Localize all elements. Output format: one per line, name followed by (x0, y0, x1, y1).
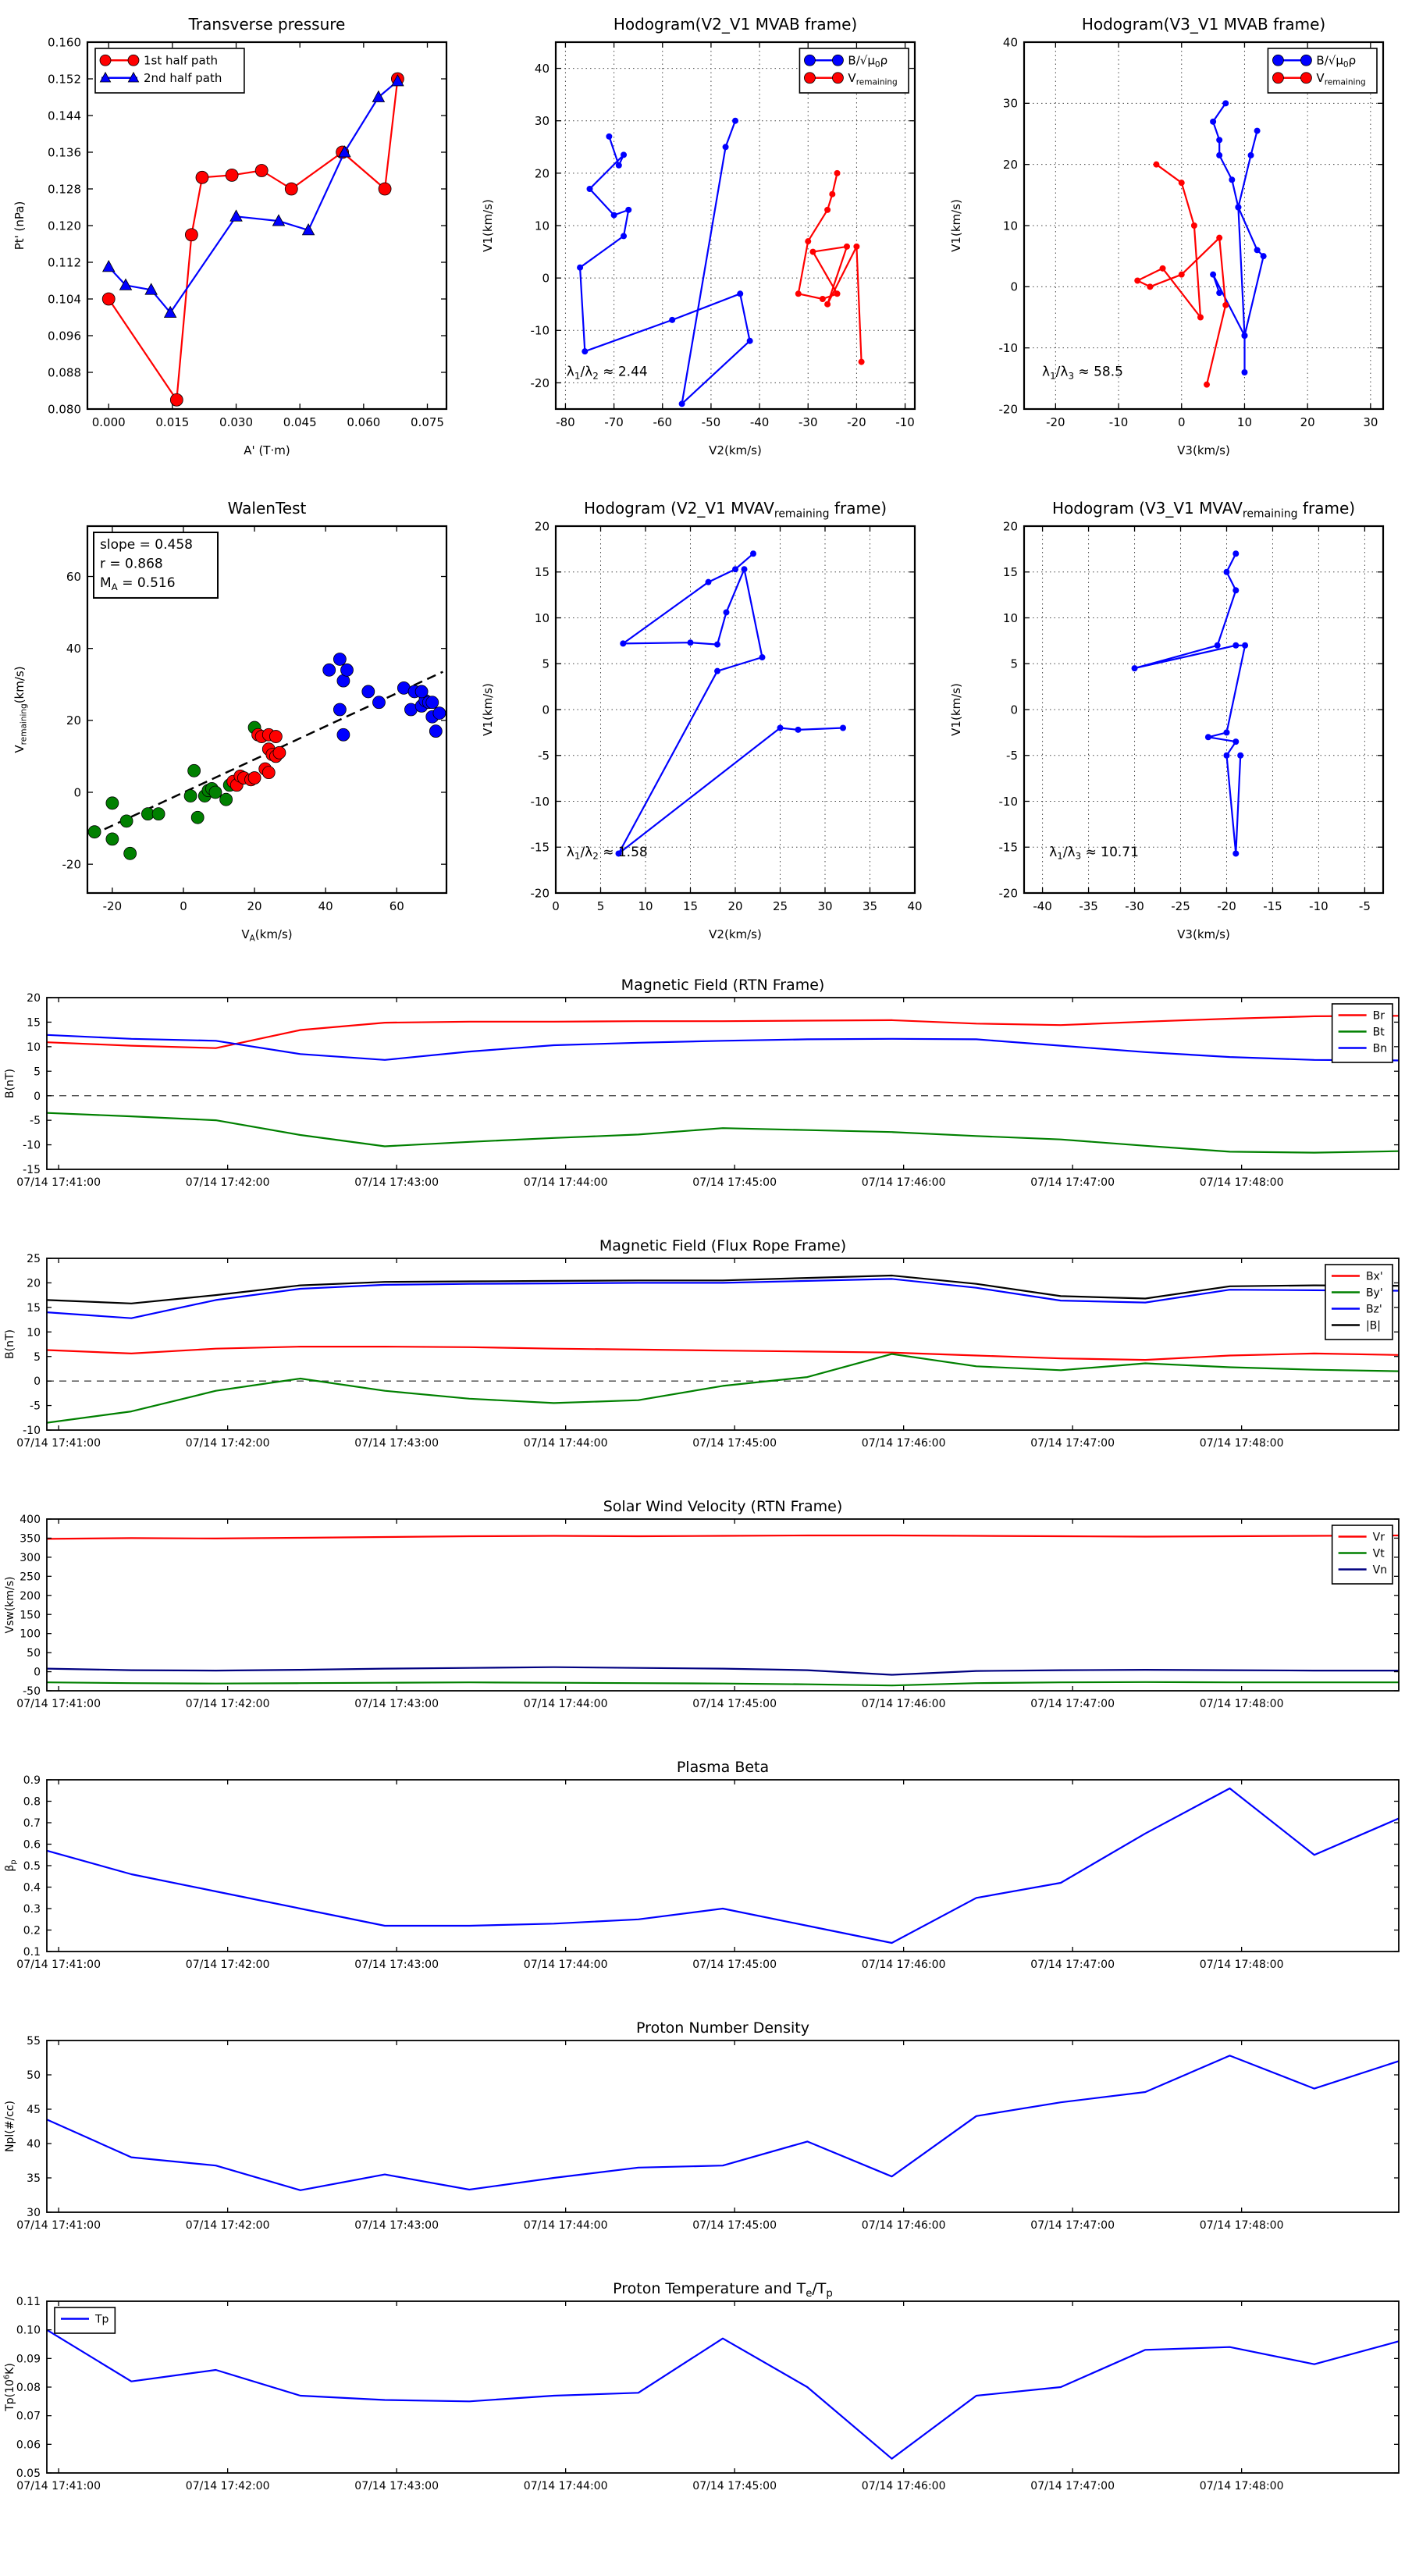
svg-text:30: 30 (817, 899, 833, 913)
svg-text:07/14 17:43:00: 07/14 17:43:00 (354, 1959, 439, 1971)
svg-text:V3(km/s): V3(km/s) (1177, 443, 1230, 457)
svg-text:07/14 17:43:00: 07/14 17:43:00 (354, 2219, 439, 2232)
svg-text:07/14 17:42:00: 07/14 17:42:00 (185, 2219, 270, 2232)
svg-text:-20: -20 (1217, 899, 1236, 913)
svg-text:-10: -10 (895, 415, 915, 429)
svg-text:0.1: 0.1 (23, 1946, 41, 1959)
svg-text:Vt: Vt (1372, 1547, 1385, 1560)
svg-text:07/14 17:42:00: 07/14 17:42:00 (185, 1698, 270, 1710)
svg-text:400: 400 (20, 1514, 41, 1527)
svg-text:Vremaining(km/s): $V_{remaining}(km/s)$ (12, 666, 29, 753)
chart-hodogram-v2v1-mvab (468, 6, 937, 490)
svg-text:30: 30 (27, 2207, 41, 2220)
svg-text:10: 10 (534, 219, 550, 233)
svg-text:-20: -20 (1046, 415, 1065, 429)
svg-text:Solar Wind Velocity (RTN Frame: Solar Wind Velocity (RTN Frame) (603, 1498, 843, 1515)
svg-text:λ1/λ2 ≈ 1.58: $\lambda_1/\lambda_2 \approx 1.58$ (566, 845, 648, 862)
svg-text:30: 30 (1002, 96, 1018, 111)
svg-text:-50: -50 (701, 415, 721, 429)
svg-text:35: 35 (27, 2172, 41, 2186)
svg-text:15: 15 (27, 1016, 41, 1030)
svg-text:07/14 17:47:00: 07/14 17:47:00 (1030, 2480, 1115, 2492)
svg-text:V2(km/s): V2(km/s) (709, 443, 762, 457)
svg-text:50: 50 (27, 2069, 41, 2083)
svg-text:07/14 17:46:00: 07/14 17:46:00 (861, 1698, 946, 1710)
svg-text:0.8: 0.8 (23, 1795, 41, 1809)
svg-text:15: 15 (1002, 565, 1018, 580)
svg-text:Hodogram (V3_V1 MVAVremaining: Hodogram (V3_V1 $MVAV_{remaining}$ frame) (1051, 499, 1356, 521)
svg-text:-70: -70 (604, 415, 624, 429)
svg-text:50: 50 (27, 1647, 41, 1660)
svg-text:10: 10 (1002, 219, 1018, 233)
svg-text:2nd half path: 2nd half path (144, 71, 222, 85)
svg-text:0.05: 0.05 (16, 2467, 41, 2481)
svg-text:Bx': Bx' (1365, 1270, 1383, 1283)
svg-text:07/14 17:47:00: 07/14 17:47:00 (1030, 2219, 1115, 2232)
svg-text:0.3: 0.3 (23, 1903, 41, 1916)
svg-text:0.075: 0.075 (411, 415, 444, 429)
chart-plasma-beta (0, 1756, 1405, 2017)
svg-text:07/14 17:48:00: 07/14 17:48:00 (1199, 1959, 1284, 1971)
svg-text:07/14 17:46:00: 07/14 17:46:00 (861, 1437, 946, 1450)
svg-text:-80: -80 (556, 415, 575, 429)
svg-text:WalenTest: WalenTest (227, 499, 307, 518)
svg-text:10: 10 (638, 899, 653, 913)
svg-text:5: 5 (542, 656, 550, 671)
timeseries-stack (0, 974, 1405, 2539)
svg-text:07/14 17:41:00: 07/14 17:41:00 (16, 2219, 101, 2232)
svg-text:0.030: 0.030 (219, 415, 254, 429)
svg-text:0: 0 (542, 703, 550, 717)
svg-text:20: 20 (27, 1277, 41, 1290)
svg-text:0.08: 0.08 (16, 2382, 41, 2395)
svg-text:5: 5 (34, 1350, 41, 1364)
svg-text:0.088: 0.088 (48, 365, 81, 380)
svg-text:07/14 17:41:00: 07/14 17:41:00 (16, 1959, 101, 1971)
svg-text:r = 0.868: r = 0.868 (100, 556, 163, 572)
svg-text:-20: -20 (102, 899, 123, 913)
svg-text:20: 20 (534, 166, 550, 181)
svg-text:-5: -5 (1358, 899, 1371, 913)
svg-text:100: 100 (20, 1628, 41, 1641)
svg-text:30: 30 (1363, 415, 1378, 429)
svg-text:07/14 17:46:00: 07/14 17:46:00 (861, 2480, 946, 2492)
svg-text:0.080: 0.080 (48, 402, 81, 417)
svg-text:5: 5 (1010, 656, 1018, 671)
svg-text:15: 15 (682, 899, 699, 913)
svg-text:-5: -5 (1006, 749, 1018, 763)
svg-text:Vremaining: $V_{remaining}$ (848, 71, 898, 87)
svg-text:07/14 17:43:00: 07/14 17:43:00 (354, 1698, 439, 1710)
svg-text:200: 200 (20, 1589, 41, 1603)
svg-text:Magnetic Field (Flux Rope Fram: Magnetic Field (Flux Rope Frame) (599, 1237, 847, 1254)
svg-text:10: 10 (534, 610, 550, 625)
svg-text:07/14 17:48:00: 07/14 17:48:00 (1199, 2480, 1284, 2492)
svg-text:35: 35 (862, 899, 878, 913)
svg-text:07/14 17:42:00: 07/14 17:42:00 (185, 1437, 270, 1450)
svg-text:07/14 17:44:00: 07/14 17:44:00 (523, 2480, 608, 2492)
svg-text:1st half path: 1st half path (144, 53, 219, 68)
svg-text:λ1/λ2 ≈ 2.44: $\lambda_1/\lambda_2 \approx 2.44$ (566, 364, 648, 382)
svg-text:20: 20 (727, 899, 743, 913)
chart-transverse-pressure (0, 6, 468, 490)
svg-text:Bn: Bn (1372, 1042, 1388, 1055)
svg-text:Pt' (nPa): Pt' (nPa) (12, 201, 27, 251)
svg-text:-20: -20 (847, 415, 866, 429)
svg-text:07/14 17:42:00: 07/14 17:42:00 (185, 1176, 270, 1189)
svg-text:-10: -10 (1108, 415, 1129, 429)
svg-text:-15: -15 (530, 840, 550, 855)
chart-magnetic-field-rtn (0, 974, 1405, 1235)
svg-text:60: 60 (389, 899, 404, 913)
svg-text:20: 20 (247, 899, 262, 913)
svg-text:07/14 17:48:00: 07/14 17:48:00 (1199, 2219, 1284, 2232)
chart-proton-temperature (0, 2278, 1405, 2539)
svg-text:0: 0 (73, 785, 81, 800)
svg-text:0.7: 0.7 (23, 1817, 41, 1831)
svg-text:07/14 17:43:00: 07/14 17:43:00 (354, 1176, 439, 1189)
svg-text:0.000: 0.000 (91, 415, 126, 429)
svg-text:40: 40 (534, 61, 550, 76)
svg-text:Transverse pressure: Transverse pressure (188, 15, 346, 34)
svg-text:07/14 17:41:00: 07/14 17:41:00 (16, 1698, 101, 1710)
svg-text:-35: -35 (1079, 899, 1098, 913)
svg-text:07/14 17:45:00: 07/14 17:45:00 (692, 2480, 777, 2492)
svg-text:-20: -20 (530, 886, 550, 901)
svg-text:07/14 17:46:00: 07/14 17:46:00 (861, 2219, 946, 2232)
svg-text:20: 20 (534, 519, 550, 534)
svg-text:Proton Temperature and Te/Tp: Proton Temperature and $T_e/T_p$ (613, 2280, 833, 2300)
svg-text:0: 0 (34, 1375, 41, 1389)
svg-text:Vremaining: $V_{remaining}$ (1316, 71, 1366, 87)
svg-text:V1(km/s): V1(km/s) (481, 199, 495, 252)
svg-text:0: 0 (180, 899, 187, 913)
svg-text:Hodogram(V3_V1 MVAB frame): Hodogram(V3_V1 MVAB frame) (1081, 15, 1326, 34)
svg-text:0.11: 0.11 (16, 2296, 41, 2309)
svg-text:07/14 17:48:00: 07/14 17:48:00 (1199, 1437, 1284, 1450)
svg-text:10: 10 (27, 1041, 41, 1054)
svg-text:45: 45 (27, 2104, 41, 2117)
chart-solar-wind-velocity (0, 1496, 1405, 1756)
svg-text:0.096: 0.096 (48, 329, 81, 343)
svg-text:07/14 17:48:00: 07/14 17:48:00 (1199, 1176, 1284, 1189)
svg-text:0.07: 0.07 (16, 2410, 41, 2423)
svg-text:07/14 17:45:00: 07/14 17:45:00 (692, 1959, 777, 1971)
svg-text:07/14 17:41:00: 07/14 17:41:00 (16, 2480, 101, 2492)
svg-text:07/14 17:41:00: 07/14 17:41:00 (16, 1437, 101, 1450)
svg-text:Bt: Bt (1372, 1026, 1385, 1039)
svg-text:30: 30 (534, 114, 550, 129)
svg-text:25: 25 (772, 899, 788, 913)
svg-text:0: 0 (1010, 703, 1018, 717)
svg-text:40: 40 (318, 899, 333, 913)
svg-text:-30: -30 (798, 415, 818, 429)
svg-text:-20: -20 (998, 402, 1018, 417)
svg-text:0.09: 0.09 (16, 2353, 41, 2366)
svg-text:-10: -10 (1309, 899, 1329, 913)
svg-text:-5: -5 (538, 749, 550, 763)
svg-text:-20: -20 (62, 857, 81, 872)
svg-text:V1(km/s): V1(km/s) (949, 199, 963, 252)
svg-text:10: 10 (27, 1326, 41, 1340)
chart-magnetic-field-flux-rope (0, 1235, 1405, 1496)
svg-text:07/14 17:43:00: 07/14 17:43:00 (354, 1437, 439, 1450)
svg-text:Npl(#/cc): Npl(#/cc) (4, 2100, 16, 2153)
svg-text:15: 15 (27, 1301, 41, 1315)
svg-text:V2(km/s): V2(km/s) (709, 927, 762, 941)
svg-text:0.120: 0.120 (48, 219, 81, 233)
svg-text:0.6: 0.6 (23, 1838, 41, 1852)
svg-text:40: 40 (66, 642, 81, 656)
svg-text:0.160: 0.160 (48, 35, 81, 50)
svg-text:07/14 17:45:00: 07/14 17:45:00 (692, 2219, 777, 2232)
svg-text:βp: $\beta_p$ (4, 1859, 19, 1872)
svg-text:40: 40 (907, 899, 923, 913)
svg-text:07/14 17:44:00: 07/14 17:44:00 (523, 1698, 608, 1710)
svg-text:0.144: 0.144 (48, 109, 81, 123)
svg-text:5: 5 (34, 1066, 41, 1079)
svg-text:Vsw(km/s): Vsw(km/s) (4, 1576, 16, 1634)
svg-text:V1(km/s): V1(km/s) (949, 683, 963, 736)
svg-text:0.152: 0.152 (48, 72, 81, 87)
svg-text:-15: -15 (1263, 899, 1282, 913)
svg-text:07/14 17:44:00: 07/14 17:44:00 (523, 1959, 608, 1971)
svg-text:0: 0 (34, 1090, 41, 1103)
svg-text:60: 60 (66, 569, 81, 584)
svg-text:07/14 17:46:00: 07/14 17:46:00 (861, 1176, 946, 1189)
svg-text:B/√μ0ρ: $B/√\mu_0\rho$ (848, 53, 888, 69)
svg-text:-40: -40 (1033, 899, 1052, 913)
svg-text:-10: -10 (530, 794, 550, 809)
svg-text:350: 350 (20, 1532, 41, 1546)
svg-text:-50: -50 (23, 1685, 41, 1699)
svg-text:0.060: 0.060 (347, 415, 381, 429)
svg-text:Hodogram (V2_V1 MVAVremaining: Hodogram (V2_V1 $MVAV_{remaining}$ frame) (583, 499, 887, 521)
svg-text:0.2: 0.2 (23, 1924, 41, 1937)
svg-text:07/14 17:41:00: 07/14 17:41:00 (16, 1176, 101, 1189)
svg-text:Magnetic Field (RTN Frame): Magnetic Field (RTN Frame) (621, 977, 825, 994)
chart-hodogram-v2v1-mvav (468, 490, 937, 974)
svg-text:-5: -5 (30, 1400, 41, 1413)
svg-text:40: 40 (1002, 35, 1018, 50)
svg-text:20: 20 (1002, 158, 1018, 173)
svg-text:B(nT): B(nT) (4, 1329, 16, 1359)
svg-text:07/14 17:44:00: 07/14 17:44:00 (523, 2219, 608, 2232)
svg-text:-15: -15 (998, 840, 1018, 855)
svg-text:07/14 17:47:00: 07/14 17:47:00 (1030, 1959, 1115, 1971)
svg-text:25: 25 (27, 1253, 41, 1266)
svg-text:0: 0 (34, 1666, 41, 1679)
svg-text:-10: -10 (998, 341, 1018, 356)
svg-text:0.10: 0.10 (16, 2324, 41, 2337)
svg-text:Hodogram(V2_V1 MVAB frame): Hodogram(V2_V1 MVAB frame) (613, 15, 858, 34)
subplot-row-2 (0, 490, 1405, 974)
svg-text:MA = 0.516: $M_A = 0.516$ (100, 575, 176, 592)
svg-text:0: 0 (542, 271, 550, 286)
svg-text:slope = 0.458: slope = 0.458 (100, 536, 193, 553)
svg-text:Vr: Vr (1372, 1531, 1385, 1544)
svg-text:20: 20 (66, 713, 81, 728)
svg-text:0.136: 0.136 (48, 145, 81, 160)
svg-text:07/14 17:45:00: 07/14 17:45:00 (692, 1437, 777, 1450)
svg-text:0: 0 (1177, 415, 1186, 429)
svg-text:V1(km/s): V1(km/s) (481, 683, 495, 736)
svg-text:10: 10 (1002, 610, 1018, 625)
svg-text:-5: -5 (30, 1115, 41, 1128)
chart-walen-test (0, 490, 468, 974)
svg-text:-10: -10 (998, 794, 1018, 809)
svg-text:Tp: Tp (95, 2313, 109, 2326)
svg-text:300: 300 (20, 1551, 41, 1564)
svg-text:55: 55 (27, 2035, 41, 2048)
svg-text:-20: -20 (530, 375, 550, 390)
svg-text:-25: -25 (1171, 899, 1190, 913)
svg-text:λ1/λ3 ≈ 58.5: $\lambda_1/\lambda_3 \approx 58.5$ (1042, 364, 1123, 382)
svg-text:-10: -10 (23, 1139, 41, 1152)
svg-text:B(nT): B(nT) (4, 1069, 16, 1098)
svg-text:07/14 17:47:00: 07/14 17:47:00 (1030, 1698, 1115, 1710)
svg-text:-10: -10 (530, 323, 550, 338)
svg-text:-30: -30 (1125, 899, 1144, 913)
svg-text:-20: -20 (998, 886, 1018, 901)
svg-text:0.112: 0.112 (48, 255, 81, 270)
svg-text:0.128: 0.128 (48, 182, 81, 197)
svg-text:07/14 17:47:00: 07/14 17:47:00 (1030, 1437, 1115, 1450)
subplot-row-1 (0, 6, 1405, 490)
svg-text:20: 20 (1002, 519, 1018, 534)
chart-hodogram-v3v1-mvav (937, 490, 1405, 974)
svg-text:07/14 17:45:00: 07/14 17:45:00 (692, 1698, 777, 1710)
chart-hodogram-v3v1-mvab (937, 6, 1405, 490)
svg-text:Bz': Bz' (1365, 1303, 1382, 1316)
svg-text:10: 10 (1236, 415, 1253, 429)
svg-text:0: 0 (1010, 279, 1018, 294)
svg-text:0.4: 0.4 (23, 1881, 41, 1895)
svg-text:0.5: 0.5 (23, 1860, 41, 1873)
svg-text:150: 150 (20, 1609, 41, 1622)
svg-text:07/14 17:42:00: 07/14 17:42:00 (185, 1959, 270, 1971)
svg-text:07/14 17:45:00: 07/14 17:45:00 (692, 1176, 777, 1189)
svg-text:0.06: 0.06 (16, 2439, 41, 2452)
svg-text:0.104: 0.104 (48, 292, 81, 307)
svg-text:07/14 17:47:00: 07/14 17:47:00 (1030, 1176, 1115, 1189)
svg-text:-10: -10 (23, 1425, 41, 1438)
svg-text:0.9: 0.9 (23, 1774, 41, 1788)
svg-text:Br: Br (1372, 1009, 1385, 1023)
svg-text:07/14 17:44:00: 07/14 17:44:00 (523, 1176, 608, 1189)
svg-text:20: 20 (27, 992, 41, 1005)
svg-text:V3(km/s): V3(km/s) (1177, 927, 1230, 941)
svg-text:Plasma Beta: Plasma Beta (676, 1759, 770, 1776)
svg-text:-60: -60 (653, 415, 673, 429)
svg-text:Tp(106K): $Tp(10^6K)$ (2, 2363, 16, 2411)
svg-text:07/14 17:46:00: 07/14 17:46:00 (861, 1959, 946, 1971)
svg-text:-40: -40 (749, 415, 770, 429)
svg-text:Vn: Vn (1372, 1564, 1388, 1577)
svg-text:0: 0 (552, 899, 560, 913)
svg-text:Proton Number Density: Proton Number Density (636, 2019, 809, 2037)
svg-text:5: 5 (596, 899, 605, 913)
svg-text:A' (T·m): A' (T·m) (244, 443, 290, 457)
svg-text:By': By' (1365, 1286, 1383, 1300)
svg-text:VA(km/s): $V_A(km/s)$ (241, 927, 293, 944)
svg-text:07/14 17:44:00: 07/14 17:44:00 (523, 1437, 608, 1450)
svg-text:0.045: 0.045 (283, 415, 317, 429)
svg-text:-15: -15 (23, 1164, 41, 1177)
svg-text:0.015: 0.015 (155, 415, 190, 429)
svg-text:07/14 17:42:00: 07/14 17:42:00 (185, 2480, 270, 2492)
svg-text:15: 15 (534, 565, 550, 580)
svg-text:B/√μ0ρ: $B/√\mu_0\rho$ (1316, 53, 1357, 69)
svg-text:|B|: |B| (1365, 1319, 1382, 1332)
svg-text:20: 20 (1300, 415, 1315, 429)
svg-text:λ1/λ3 ≈ 10.71: $\lambda_1/\lambda_3 \approx 10.71$ (1049, 845, 1139, 862)
svg-text:40: 40 (27, 2138, 41, 2151)
svg-text:07/14 17:48:00: 07/14 17:48:00 (1199, 1698, 1284, 1710)
svg-text:250: 250 (20, 1571, 41, 1584)
chart-proton-number-density (0, 2017, 1405, 2278)
svg-text:07/14 17:43:00: 07/14 17:43:00 (354, 2480, 439, 2492)
